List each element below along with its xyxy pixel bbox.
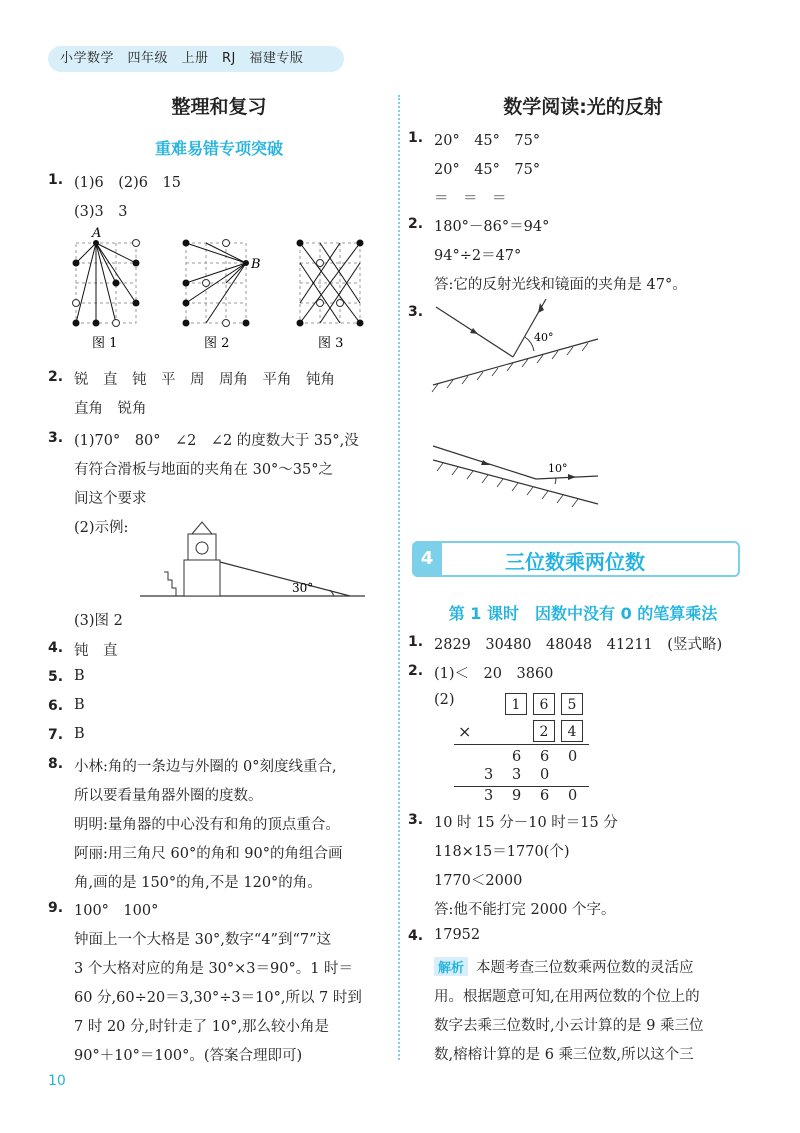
rq1-line2: 20° 45° 75° — [434, 162, 541, 178]
rrq3-line1: 10 时 15 分－10 时＝15 分 — [434, 815, 618, 831]
grid-figures — [70, 225, 380, 355]
reflection-figure-1 — [428, 297, 608, 397]
partial-digit: 6 — [540, 749, 550, 765]
rrq1-number: 1. — [408, 634, 424, 650]
point-a-label: A — [92, 226, 102, 241]
reflection-angle-2: 10° — [548, 462, 568, 475]
rq2-number: 2. — [408, 216, 424, 232]
partial-digit: 0 — [568, 749, 578, 765]
q5-number: 5. — [48, 669, 64, 685]
q6-number: 6. — [48, 698, 64, 714]
q4-number: 4. — [48, 640, 64, 656]
point-b-label: B — [251, 257, 261, 272]
chapter-title: 三位数乘两位数 — [505, 550, 645, 574]
partial-digit: 6 — [512, 749, 522, 765]
analysis-line2: 用。根据题意可知,在用两位数的个位上的 — [434, 989, 700, 1005]
rrq4-text: 17952 — [434, 927, 481, 943]
q6-text: B — [74, 697, 85, 713]
q9-line6: 90°＋10°＝100°。(答案合理即可) — [74, 1048, 303, 1064]
rrq3-number: 3. — [408, 812, 424, 828]
rrq3-line3: 1770＜2000 — [434, 873, 523, 889]
column-divider — [398, 95, 400, 1060]
chapter-number: 4 — [412, 541, 442, 577]
reflection-figure-2 — [428, 432, 608, 512]
q8-line3: 明明:量角器的中心没有和角的顶点重合。 — [74, 817, 340, 833]
q3-line4: (2)示例: — [74, 520, 129, 536]
q8-line1: 小林:角的一条边与外圈的 0°刻度线重合, — [74, 759, 337, 775]
rq1-line1: 20° 45° 75° — [434, 133, 541, 149]
fig2-caption: 图 2 — [204, 336, 230, 351]
q3-line3: 间这个要求 — [74, 491, 147, 507]
result-digit: 3 — [484, 788, 494, 804]
analysis-tag: 解析 — [434, 957, 468, 976]
partial-digit: 3 — [484, 767, 494, 783]
analysis-line1 — [434, 956, 694, 977]
rrq1-text: 2829 30480 48048 41211 (竖式略) — [434, 637, 723, 653]
result-digit: 9 — [512, 788, 522, 804]
analysis-line3: 数字去乘三位数时,小云计算的是 9 乘三位 — [434, 1018, 704, 1034]
slide-angle-label: 30° — [292, 581, 314, 595]
q9-line4: 60 分,60÷20＝3,30°÷3＝10°,所以 7 时到 — [74, 990, 362, 1006]
right-title: 数学阅读:光的反射 — [503, 96, 663, 118]
q2-line1: 锐 直 钝 平 周 周角 平角 钝角 — [74, 372, 335, 388]
partial-digit: 0 — [540, 767, 550, 783]
result-digit: 6 — [540, 788, 550, 804]
page-number: 10 — [48, 1073, 66, 1089]
q9-number: 9. — [48, 900, 64, 916]
result-digit: 0 — [568, 788, 578, 804]
rq3-number: 3. — [408, 304, 424, 320]
q3-line1: (1)70° 80° ∠2 ∠2 的度数大于 35°,没 — [74, 433, 359, 449]
rule-line — [454, 744, 589, 745]
rrq3-line4: 答:他不能打完 2000 个字。 — [434, 902, 616, 918]
times-sign: × — [458, 722, 472, 741]
partial-digit: 3 — [512, 767, 522, 783]
rq2-line2: 94°÷2＝47° — [434, 248, 522, 264]
rule-line — [454, 786, 589, 787]
q7-text: B — [74, 726, 85, 742]
q4-text: 钝 直 — [74, 643, 118, 659]
q2-line2: 直角 锐角 — [74, 401, 147, 417]
header-banner: 小学数学 四年级 上册 RJ 福建专版 — [48, 46, 344, 72]
lesson-title: 第 1 课时 因数中没有 0 的笔算乘法 — [448, 604, 718, 623]
rrq2-line2: (2) — [434, 692, 455, 708]
rq1-number: 1. — [408, 130, 424, 146]
analysis-line4: 数,榕榕计算的是 6 乘三位数,所以这个三 — [434, 1047, 694, 1063]
left-title: 整理和复习 — [171, 96, 267, 118]
digit-box: 1 — [505, 693, 527, 715]
q1-line1: (1)6 (2)6 15 — [74, 175, 181, 191]
fig1-caption: 图 1 — [92, 336, 118, 351]
digit-box: 6 — [533, 693, 555, 715]
q8-line4: 阿丽:用三角尺 60°的角和 90°的角组合画 — [74, 846, 343, 862]
left-subtitle: 重难易错专项突破 — [154, 139, 283, 158]
fig3-caption: 图 3 — [318, 336, 344, 351]
rrq2-line1: (1)＜ 20 3860 — [434, 666, 554, 682]
tower-slide-figure — [140, 520, 380, 602]
q5-text: B — [74, 668, 85, 684]
q9-line1: 100° 100° — [74, 903, 159, 919]
q3-line2: 有符合滑板与地面的夹角在 30°～35°之 — [74, 462, 334, 478]
digit-box: 4 — [561, 720, 583, 742]
q1-line2: (3)3 3 — [74, 204, 128, 220]
q8-number: 8. — [48, 756, 64, 772]
q9-line5: 7 时 20 分,时针走了 10°,那么较小角是 — [74, 1019, 330, 1035]
rrq3-line2: 118×15＝1770(个) — [434, 844, 570, 860]
reflection-angle-1: 40° — [534, 331, 554, 344]
digit-box: 5 — [561, 693, 583, 715]
rq2-line1: 180°－86°＝94° — [434, 219, 550, 235]
q7-number: 7. — [48, 727, 64, 743]
rrq2-number: 2. — [408, 663, 424, 679]
analysis-text1: 本题考查三位数乘两位数的灵活应 — [476, 960, 694, 976]
q9-line3: 3 个大格对应的角是 30°×3＝90°。1 时＝ — [74, 961, 354, 977]
q1-number: 1. — [48, 172, 64, 188]
q3-number: 3. — [48, 430, 64, 446]
q9-line2: 钟面上一个大格是 30°,数字“4”到“7”这 — [74, 932, 332, 948]
q2-number: 2. — [48, 369, 64, 385]
rq1-line3: ＝ ＝ ＝ — [434, 191, 507, 207]
digit-box: 2 — [533, 720, 555, 742]
rrq4-number: 4. — [408, 928, 424, 944]
q8-line5: 角,画的是 150°的角,不是 120°的角。 — [74, 875, 322, 891]
q8-line2: 所以要看量角器外圈的度数。 — [74, 788, 263, 804]
rq2-line3: 答:它的反射光线和镜面的夹角是 47°。 — [434, 277, 687, 293]
q3-line5: (3)图 2 — [74, 613, 123, 629]
